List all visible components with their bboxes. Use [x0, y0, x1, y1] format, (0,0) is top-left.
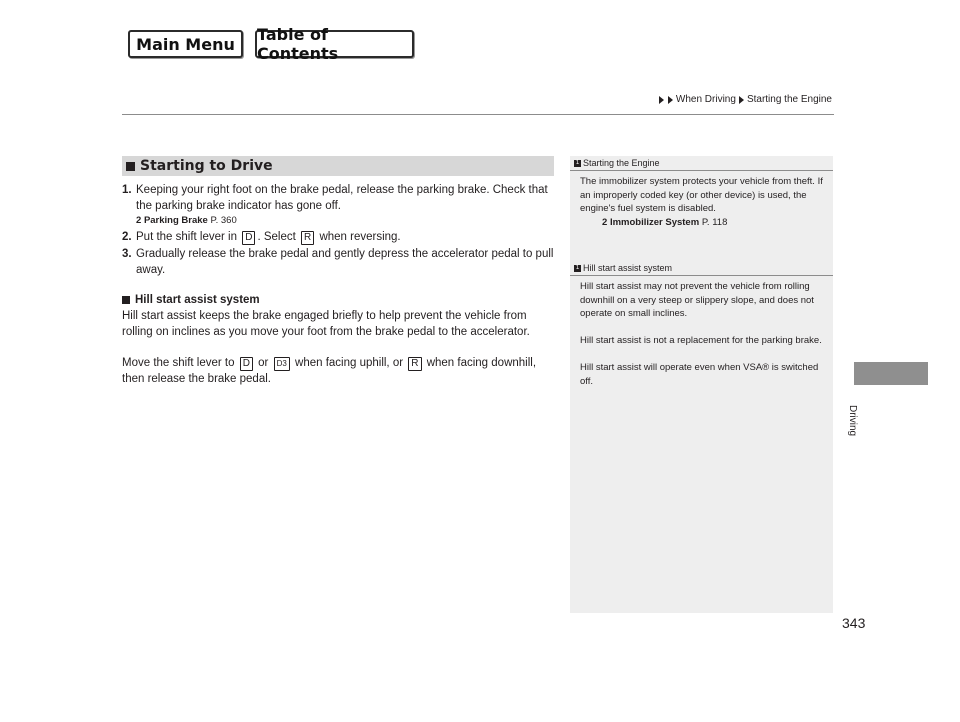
para-text: when facing uphill, or — [295, 357, 404, 369]
note-text: Hill start assist will operate even when VSA® is switched off. — [580, 362, 819, 387]
breadcrumb — [658, 94, 832, 105]
section-header — [122, 156, 554, 176]
note-hill-start-assist — [570, 262, 833, 402]
para-text: Move the shift lever to — [122, 357, 235, 369]
breadcrumb-arrow-icon — [739, 96, 744, 104]
breadcrumb-arrow-icon — [659, 96, 664, 104]
xref-parking-brake[interactable] — [136, 214, 556, 228]
step-1 — [122, 182, 556, 228]
xref-page: P. 360 — [210, 215, 237, 226]
hill-start-title: Hill start assist system — [135, 294, 260, 306]
table-of-contents-button[interactable]: Table of Contents — [255, 30, 414, 58]
xref-arrow-icon: 2 — [136, 215, 142, 226]
shift-d-icon: D — [240, 357, 253, 371]
hill-start-heading — [122, 292, 556, 308]
chapter-tab[interactable] — [854, 362, 928, 385]
step-text: Keeping your right foot on the brake pedal, release the parking brake. Check that the parking brake indicator has gone off. — [136, 184, 548, 212]
note-text: Hill start assist may not prevent the vehicle from rolling downhill on a very steep or slippery slope, and does not operate on small inclines. — [580, 281, 814, 319]
note-text: The immobilizer system protects your vehicle from theft. If an improperly coded key (or other device) is used, the engine's fuel system is disabled. — [580, 176, 823, 214]
step-text: when reversing. — [319, 231, 401, 243]
note-text: Hill start assist is not a replacement for the parking brake. — [580, 335, 822, 346]
xref-label[interactable]: Immobilizer System — [609, 216, 700, 228]
hill-start-paragraph-2 — [122, 355, 556, 387]
note-starting-engine — [570, 157, 833, 229]
xref-page: P. 118 — [701, 216, 728, 228]
para-text: when facing downhill, then release the brake pedal. — [122, 357, 537, 385]
header-divider — [122, 114, 834, 115]
main-menu-button[interactable]: Main Menu — [128, 30, 243, 58]
step-3 — [122, 246, 556, 278]
step-text: Gradually release the brake pedal and gently depress the accelerator pedal to pull away. — [136, 248, 554, 276]
step-number: 3. — [122, 248, 132, 260]
para-text: or — [258, 357, 269, 369]
step-2 — [122, 229, 556, 245]
shift-r-icon: R — [301, 231, 314, 245]
page-number: 343 — [842, 615, 866, 631]
xref-arrow-icon: 2 — [602, 216, 608, 228]
step-number: 1. — [122, 184, 132, 196]
breadcrumb-when-driving[interactable]: When Driving — [675, 94, 736, 105]
step-number: 2. — [122, 231, 132, 243]
chapter-label: Driving — [847, 405, 858, 437]
note-title — [570, 262, 833, 276]
xref-label[interactable]: Parking Brake — [143, 215, 208, 226]
square-bullet-icon — [126, 162, 135, 171]
note-title-text: Starting the Engine — [583, 158, 660, 168]
note-marker-icon: 1 — [575, 160, 580, 166]
section-title: Starting to Drive — [140, 158, 273, 174]
step-text: Put the shift lever in — [136, 231, 237, 243]
note-title — [570, 157, 833, 171]
note-title-text: Hill start assist system — [583, 263, 673, 273]
xref-immobilizer-system[interactable] — [580, 216, 823, 230]
step-text: . Select — [257, 231, 296, 243]
breadcrumb-arrow-icon — [668, 96, 673, 104]
square-bullet-icon — [122, 296, 130, 304]
hill-start-paragraph-1: Hill start assist keeps the brake engaged briefly to help prevent the vehicle from rolling on inclines as you move your foot from the brake pedal to the accelerator. — [122, 310, 530, 338]
main-content — [122, 182, 556, 387]
shift-r-icon: R — [408, 357, 421, 371]
breadcrumb-starting-engine[interactable]: Starting the Engine — [746, 94, 832, 105]
note-marker-icon: 1 — [575, 265, 580, 271]
shift-d-icon: D — [242, 231, 255, 245]
shift-d3-icon: D3 — [274, 357, 290, 371]
